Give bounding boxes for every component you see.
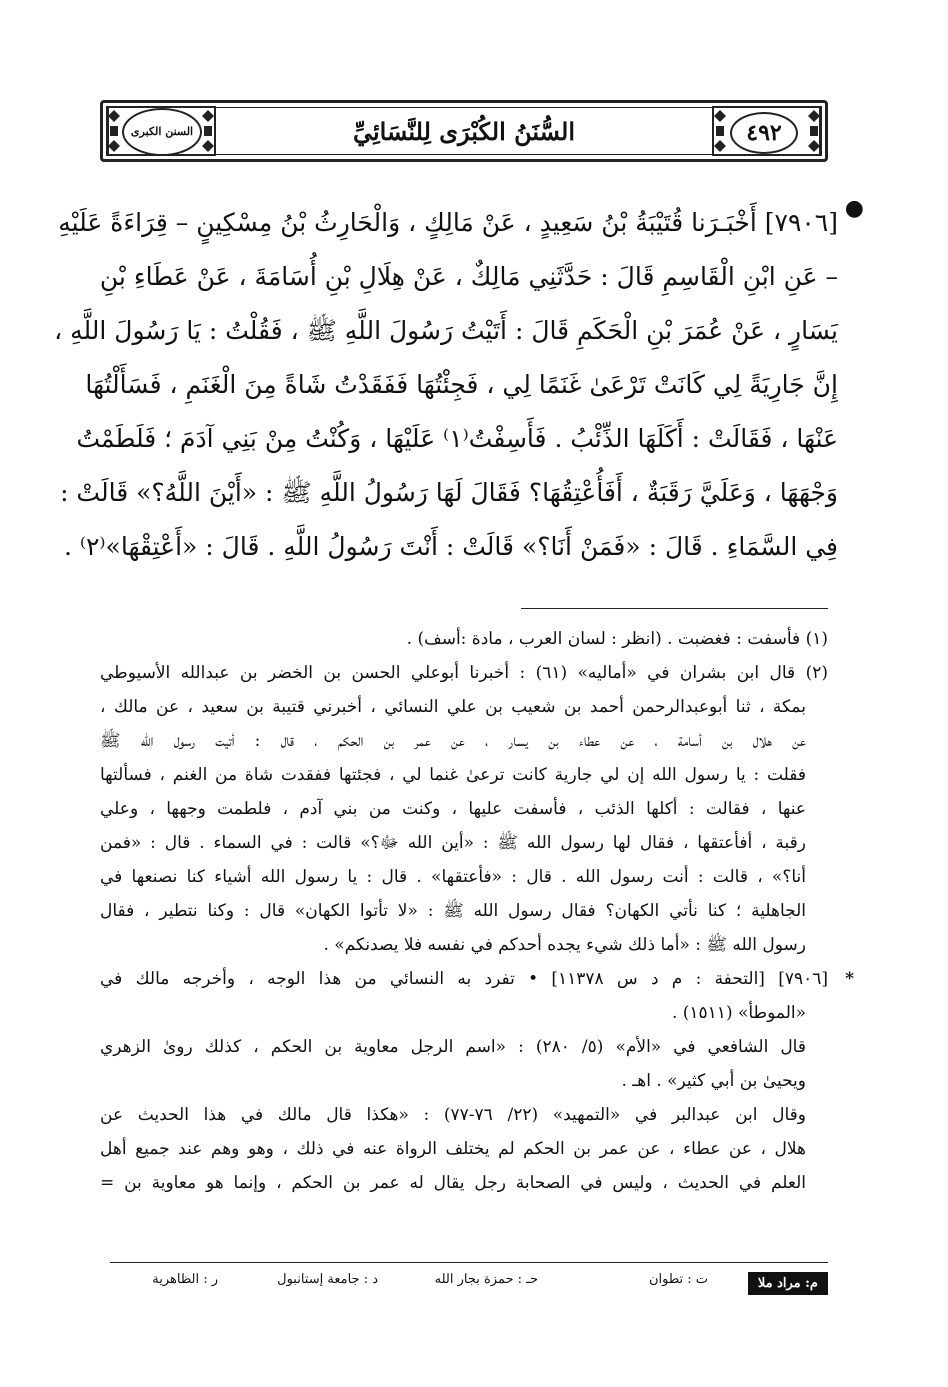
siglum-r: ر : الظاهرية [152, 1272, 218, 1287]
footnote-line: العلم في الحديث ، وليس في الصحابة رجل يقال له عمر بن الحكم ، وإنما هو معاوية بن = [100, 1173, 806, 1193]
footnotes [100, 622, 854, 1200]
footnote-line: رقبة ، أفأعتقها ، فقال لها رسول الله ﷺ : «أين الله ﷻ؟» قالت : في السماء . قال : «فمن [100, 833, 806, 853]
footnote-line: هلال ، عن عطاء ، عن عمر بن الحكم لم يختلف الرواة عنه في ذلك ، وهو وهم عند جميع أهل [100, 1139, 806, 1159]
siglum-h: حـ : حمزة بجار الله [434, 1272, 538, 1287]
main-line: وَجْهَهَا ، وَعَلَيَّ رَقَبَةٌ ، أَفَأُعْتِقُهَا؟ فَقَالَ لَهَا رَسُولُ اللَّهِ ﷺ : «أَيْنَ اللَّهُ؟» قَالَتْ : [60, 478, 838, 507]
footnote-line: رسول الله ﷺ : «أما ذلك شيء يجده أحدكم في نفسه فلا يصدنكم» . [323, 935, 806, 955]
footnote-line: قال الشافعي في «الأم» (٥/ ٢٨٠) : «اسم الرجل معاوية بن الحكم ، كذلك روىٰ الزهري [100, 1037, 806, 1057]
page-header [100, 100, 828, 162]
footnote-line: وقال ابن عبدالبر في «التمهيد» (٢٢/ ٧٦-٧٧) : «هكذا قال مالك في هذا الحديث عن [100, 1105, 806, 1125]
asterisk-icon: * [845, 969, 854, 989]
footnote-line: فقلت : يا رسول الله إن لي جارية كانت ترعىٰ غنما لي ، فجئتها ففقدت شاة من الغنم ، فسألتها [100, 765, 806, 785]
tahqiq-line [100, 962, 854, 996]
siglum-d: د : جامعة إستانبول [277, 1272, 378, 1287]
footnote-line: «الموطأ» (١٥١١) . [671, 1003, 806, 1023]
page-number: ٤٩٢ [730, 112, 798, 154]
siglum-t: ت : تطوان [648, 1272, 708, 1287]
footnote-divider [521, 608, 828, 609]
book-emblem: السنن الكبرى [122, 108, 202, 156]
main-line: يَسَارٍ ، عَنْ عُمَرَ بْنِ الْحَكَمِ قَالَ : أَتَيْتُ رَسُولَ اللَّهِ ﷺ ، فَقُلْتُ : يَا رَسُولَ اللَّهِ ، [54, 316, 838, 345]
footnote-line: (١) فأسفت : فغضبت . (انظر : لسان العرب ، مادة :أسف) . [406, 629, 828, 649]
hadith-text [54, 196, 864, 574]
main-line: إِنَّ جَارِيَةً لِي كَانَتْ تَرْعَىٰ غَنَمًا لِي ، فَجِئْتُهَا فَفَقَدْتُ شَاةً مِنَ الْغَنَمِ ، فَسَأَلْتُهَا [85, 370, 838, 399]
footnote-line: بمكة ، ثنا أبوعبدالرحمن أحمد بن شعيب بن علي النسائي ، أخبرني قتيبة بن سعيد ، عن مالك ، [100, 697, 806, 717]
tahqiq-text: [٧٩٠٦] [التحفة : م د س ١١٣٧٨] • تفرد به النسائي من هذا الوجه ، وأخرجه مالك في [100, 969, 828, 989]
main-line: [٧٩٠٦] أَخْبَـرَنا قُتَيْبَةُ بْنُ سَعِيدٍ ، عَنْ مَالِكٍ ، وَالْحَارِثُ بْنُ مِسْكِينٍ – قِرَاءَةً عَلَيْهِ [58, 208, 838, 237]
footnote-line: ويحيىٰ بن أبي كثير» . اهـ . [621, 1071, 806, 1091]
main-line: عَنْهَا ، فَقَالَتْ : أَكَلَهَا الذِّئْبُ . فَأَسِفْتُ⁽١⁾ عَلَيْهَا ، وَكُنْتُ مِنْ بَنِي آدَمَ ؛ فَلَطَمْتُ [76, 424, 838, 453]
footnote-line: عن هلال بن أسامة ، عن عطاء بن يسار ، عن عمر بن الحكم ، قال : أتيت رسول الله ﷺ [100, 731, 806, 751]
footer-rule [110, 1262, 828, 1263]
footnote-line: الجاهلية ؛ كنا نأتي الكهان؟ فقال رسول الله ﷺ : «لا تأتوا الكهان» قال : وكنا نتطير ، فقال [100, 901, 806, 921]
footnote-line: عنها ، فقالت : أكلها الذئب ، فأسفت عليها ، وكنت من بني آدم ، فلطمت وجهها ، وعلي [100, 799, 806, 819]
footnote-line: أنا؟» ، قالت : أنت رسول الله . قال : «فأعتقها» . قال : يا رسول الله أشياء كنا نصنعها في [100, 867, 806, 887]
footnote-line: (٢) قال ابن بشران في «أماليه» (٦١) : أخبرنا أبوعلي الحسن بن الخضر بن عبدالله الأسيوطي [100, 663, 828, 683]
main-line: فِي السَّمَاءِ . قَالَ : «فَمَنْ أَنَا؟» قَالَتْ : أَنْتَ رَسُولُ اللَّهِ . قَالَ : «أَعْتِقْهَا»⁽٢⁾ . [63, 532, 838, 561]
main-line: – عَنِ ابْنِ الْقَاسِمِ قَالَ : حَدَّثَنِي مَالِكٌ ، عَنْ هِلَالِ بْنِ أُسَامَةَ ، عَنْ عَطَاءِ بْنِ [99, 262, 838, 291]
siglum-badge: م: مراد ملا [748, 1272, 828, 1295]
book-title: السُّنَنُ الكُبْرَى لِلنَّسَائِيِّ [352, 116, 576, 146]
manuscript-sigla [110, 1266, 828, 1296]
bullet-icon: ● [844, 196, 864, 221]
